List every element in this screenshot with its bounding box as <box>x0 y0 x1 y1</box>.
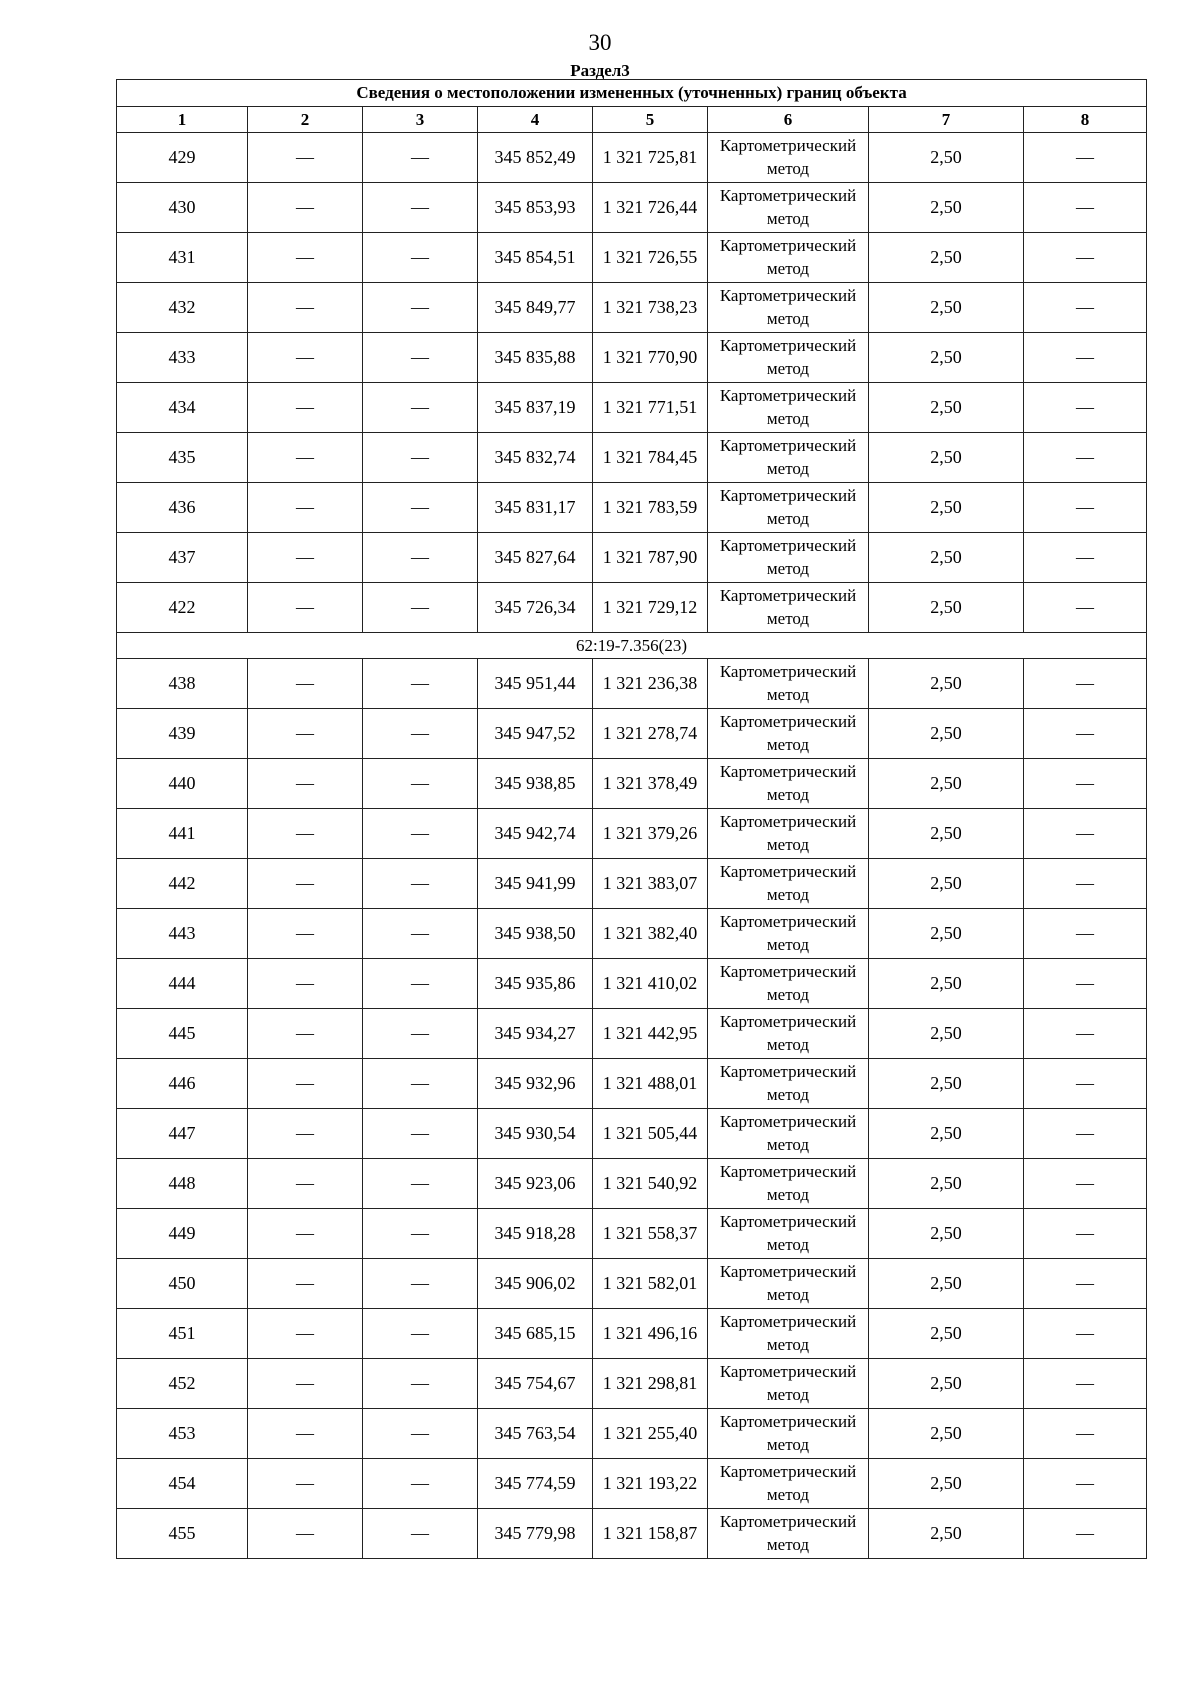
table-cell: 1 321 378,49 <box>593 759 708 809</box>
table-cell: Картометрический метод <box>708 1159 869 1209</box>
table-cell: 1 321 784,45 <box>593 433 708 483</box>
table-cell: — <box>363 959 478 1009</box>
table-cell: — <box>363 183 478 233</box>
table-cell: 2,50 <box>869 909 1024 959</box>
table-row <box>117 959 1147 1009</box>
table-cell: Картометрический метод <box>708 659 869 709</box>
table-cell: — <box>1024 1309 1147 1359</box>
table-cell: 345 935,86 <box>478 959 593 1009</box>
table-cell: — <box>248 233 363 283</box>
table-cell: Картометрический метод <box>708 1309 869 1359</box>
table-cell: 345 852,49 <box>478 133 593 183</box>
table-cell: 2,50 <box>869 809 1024 859</box>
table-cell: 2,50 <box>869 333 1024 383</box>
table-cell: 345 854,51 <box>478 233 593 283</box>
table-cell: 345 918,28 <box>478 1209 593 1259</box>
table-row <box>117 1059 1147 1109</box>
table-cell: — <box>363 1459 478 1509</box>
table-cell: 450 <box>117 1259 248 1309</box>
table-cell: — <box>363 809 478 859</box>
table-cell: — <box>248 1109 363 1159</box>
table-row <box>117 483 1147 533</box>
table-cell: 2,50 <box>869 233 1024 283</box>
table-cell: 345 763,54 <box>478 1409 593 1459</box>
table-cell: Картометрический метод <box>708 1409 869 1459</box>
table-cell: — <box>248 1209 363 1259</box>
table-cell: 2,50 <box>869 1059 1024 1109</box>
page-number: 30 <box>588 30 612 55</box>
table-cell: 2,50 <box>869 433 1024 483</box>
table-cell: — <box>1024 1159 1147 1209</box>
table-cell: 345 923,06 <box>478 1159 593 1209</box>
table-cell: — <box>363 909 478 959</box>
table-cell: 1 321 193,22 <box>593 1459 708 1509</box>
table-row <box>117 1109 1147 1159</box>
table-cell: — <box>363 283 478 333</box>
boundary-table <box>116 79 1147 1559</box>
table-cell: 345 779,98 <box>478 1509 593 1559</box>
table-cell: 2,50 <box>869 1209 1024 1259</box>
table-cell: — <box>1024 483 1147 533</box>
table-cell: — <box>1024 1509 1147 1559</box>
table-cell: 1 321 236,38 <box>593 659 708 709</box>
table-cell: — <box>1024 233 1147 283</box>
table-cell: — <box>363 1509 478 1559</box>
table-cell: — <box>248 859 363 909</box>
table-cell: — <box>1024 583 1147 633</box>
table-cell: Картометрический метод <box>708 1209 869 1259</box>
table-cell: 448 <box>117 1159 248 1209</box>
table-cell: — <box>1024 333 1147 383</box>
table-cell: 2,50 <box>869 533 1024 583</box>
column-header: 3 <box>363 107 478 133</box>
table-cell: 345 853,93 <box>478 183 593 233</box>
table-cell: — <box>248 183 363 233</box>
table-cell: — <box>1024 533 1147 583</box>
table-cell: — <box>363 383 478 433</box>
table-cell: 437 <box>117 533 248 583</box>
table-cell: 2,50 <box>869 1509 1024 1559</box>
table-row <box>117 133 1147 183</box>
table-cell: 1 321 771,51 <box>593 383 708 433</box>
table-row <box>117 909 1147 959</box>
table-cell: 2,50 <box>869 1459 1024 1509</box>
table-cell: 2,50 <box>869 1159 1024 1209</box>
table-cell: 2,50 <box>869 1109 1024 1159</box>
table-cell: — <box>1024 759 1147 809</box>
table-cell: 1 321 158,87 <box>593 1509 708 1559</box>
table-cell: — <box>1024 909 1147 959</box>
table-cell: 431 <box>117 233 248 283</box>
table-cell: — <box>363 333 478 383</box>
table-cell: 2,50 <box>869 859 1024 909</box>
table-cell: 449 <box>117 1209 248 1259</box>
table-cell: — <box>248 709 363 759</box>
table-row <box>117 1409 1147 1459</box>
table-cell: 441 <box>117 809 248 859</box>
table-cell: — <box>363 1209 478 1259</box>
table-cell: — <box>363 433 478 483</box>
table-cell: 345 835,88 <box>478 333 593 383</box>
table-cell: Картометрический метод <box>708 1359 869 1409</box>
table-cell: — <box>363 233 478 283</box>
table-cell: 453 <box>117 1409 248 1459</box>
table-cell: — <box>1024 1459 1147 1509</box>
table-cell: 1 321 582,01 <box>593 1259 708 1309</box>
table-cell: — <box>1024 809 1147 859</box>
table-cell: — <box>363 1059 478 1109</box>
table-cell: 1 321 726,44 <box>593 183 708 233</box>
table-cell: Картометрический метод <box>708 1259 869 1309</box>
column-header: 8 <box>1024 107 1147 133</box>
table-cell: — <box>248 909 363 959</box>
table-cell: — <box>248 333 363 383</box>
table-cell: 429 <box>117 133 248 183</box>
table-cell: Картометрический метод <box>708 1509 869 1559</box>
table-cell: — <box>248 959 363 1009</box>
table-cell: Картометрический метод <box>708 383 869 433</box>
table-cell: — <box>248 433 363 483</box>
table-cell: 345 930,54 <box>478 1109 593 1159</box>
table-cell: Картометрический метод <box>708 759 869 809</box>
group-label-row <box>117 633 1147 659</box>
table-cell: 2,50 <box>869 1359 1024 1409</box>
table-row <box>117 1309 1147 1359</box>
table-cell: 345 906,02 <box>478 1259 593 1309</box>
table-row <box>117 659 1147 709</box>
table-cell: 345 831,17 <box>478 483 593 533</box>
table-cell: 438 <box>117 659 248 709</box>
column-header: 5 <box>593 107 708 133</box>
table-cell: Картометрический метод <box>708 233 869 283</box>
table-cell: 2,50 <box>869 1409 1024 1459</box>
table-cell: 452 <box>117 1359 248 1409</box>
table-cell: 1 321 725,81 <box>593 133 708 183</box>
table-cell: Картометрический метод <box>708 483 869 533</box>
table-cell: Картометрический метод <box>708 1059 869 1109</box>
table-row <box>117 759 1147 809</box>
table-cell: 1 321 488,01 <box>593 1059 708 1109</box>
table-cell: Картометрический метод <box>708 809 869 859</box>
table-cell: 345 849,77 <box>478 283 593 333</box>
table-row <box>117 709 1147 759</box>
table-cell: 1 321 738,23 <box>593 283 708 333</box>
table-cell: Картометрический метод <box>708 909 869 959</box>
table-cell: — <box>248 1409 363 1459</box>
column-header: 7 <box>869 107 1024 133</box>
table-cell: Картометрический метод <box>708 433 869 483</box>
table-cell: 439 <box>117 709 248 759</box>
table-cell: 2,50 <box>869 759 1024 809</box>
table-cell: — <box>363 1359 478 1409</box>
table-cell: — <box>1024 133 1147 183</box>
table-cell: 1 321 383,07 <box>593 859 708 909</box>
table-row <box>117 859 1147 909</box>
table-cell: — <box>248 1259 363 1309</box>
table-cell: 2,50 <box>869 709 1024 759</box>
table-cell: 345 774,59 <box>478 1459 593 1509</box>
table-cell: 345 941,99 <box>478 859 593 909</box>
table-cell: 2,50 <box>869 659 1024 709</box>
table-cell: Картометрический метод <box>708 1459 869 1509</box>
table-cell: — <box>1024 1109 1147 1159</box>
table-cell: 1 321 298,81 <box>593 1359 708 1409</box>
table-cell: — <box>248 533 363 583</box>
table-cell: Картометрический метод <box>708 959 869 1009</box>
table-cell: 432 <box>117 283 248 333</box>
table-cell: Картометрический метод <box>708 1109 869 1159</box>
table-cell: 345 938,50 <box>478 909 593 959</box>
table-cell: — <box>248 283 363 333</box>
table-cell: 2,50 <box>869 483 1024 533</box>
table-cell: 1 321 255,40 <box>593 1409 708 1459</box>
table-cell: — <box>363 1009 478 1059</box>
table-cell: — <box>363 533 478 583</box>
table-cell: — <box>1024 433 1147 483</box>
table-cell: — <box>363 759 478 809</box>
table-cell: Картометрический метод <box>708 133 869 183</box>
table-cell: 2,50 <box>869 383 1024 433</box>
table-row <box>117 809 1147 859</box>
table-cell: — <box>248 583 363 633</box>
table-cell: 445 <box>117 1009 248 1059</box>
table-cell: 345 942,74 <box>478 809 593 859</box>
table-cell: 1 321 442,95 <box>593 1009 708 1059</box>
table-row <box>117 1459 1147 1509</box>
table-cell: 1 321 540,92 <box>593 1159 708 1209</box>
table-cell: — <box>248 809 363 859</box>
table-cell: 1 321 382,40 <box>593 909 708 959</box>
table-cell: — <box>248 483 363 533</box>
column-header-row <box>117 107 1147 133</box>
table-cell: — <box>1024 1209 1147 1259</box>
table-cell: 345 832,74 <box>478 433 593 483</box>
table-cell: 1 321 558,37 <box>593 1209 708 1259</box>
table-cell: 443 <box>117 909 248 959</box>
table-cell: — <box>248 1459 363 1509</box>
table-row <box>117 1209 1147 1259</box>
table-cell: 447 <box>117 1109 248 1159</box>
table-cell: 422 <box>117 583 248 633</box>
table-cell: — <box>248 1009 363 1059</box>
column-header: 6 <box>708 107 869 133</box>
table-row <box>117 1009 1147 1059</box>
table-row <box>117 283 1147 333</box>
table-cell: — <box>248 659 363 709</box>
table-cell: — <box>248 1059 363 1109</box>
table-cell: — <box>1024 659 1147 709</box>
table-cell: — <box>363 1409 478 1459</box>
table-cell: 451 <box>117 1309 248 1359</box>
table-cell: — <box>248 383 363 433</box>
table-row <box>117 583 1147 633</box>
table-cell: 345 827,64 <box>478 533 593 583</box>
table-cell: — <box>363 709 478 759</box>
table-cell: Картометрический метод <box>708 183 869 233</box>
table-row <box>117 383 1147 433</box>
table-cell: — <box>363 133 478 183</box>
section-title: Раздел3 <box>570 61 630 80</box>
table-cell: 1 321 505,44 <box>593 1109 708 1159</box>
table-cell: 2,50 <box>869 1309 1024 1359</box>
table-row <box>117 183 1147 233</box>
table-row <box>117 533 1147 583</box>
table-cell: — <box>363 1259 478 1309</box>
table-cell: 455 <box>117 1509 248 1559</box>
table-cell: — <box>248 133 363 183</box>
group-label: 62:19-7.356(23) <box>117 633 1147 659</box>
table-cell: Картометрический метод <box>708 859 869 909</box>
column-header: 1 <box>117 107 248 133</box>
table-row <box>117 233 1147 283</box>
table-cell: — <box>363 859 478 909</box>
table-cell: 2,50 <box>869 133 1024 183</box>
table-body <box>117 133 1147 1559</box>
table-cell: Картометрический метод <box>708 533 869 583</box>
table-cell: — <box>248 1359 363 1409</box>
table-row <box>117 333 1147 383</box>
table-cell: — <box>363 583 478 633</box>
table-cell: — <box>1024 283 1147 333</box>
table-cell: 2,50 <box>869 1009 1024 1059</box>
table-cell: — <box>248 1309 363 1359</box>
table-row <box>117 1259 1147 1309</box>
table-cell: — <box>1024 183 1147 233</box>
table-cell: — <box>363 1309 478 1359</box>
table-cell: 2,50 <box>869 1259 1024 1309</box>
table-cell: — <box>248 759 363 809</box>
table-cell: — <box>1024 1059 1147 1109</box>
table-cell: — <box>1024 383 1147 433</box>
table-cell: 1 321 783,59 <box>593 483 708 533</box>
table-cell: 1 321 729,12 <box>593 583 708 633</box>
table-cell: 1 321 770,90 <box>593 333 708 383</box>
table-cell: Картометрический метод <box>708 333 869 383</box>
table-cell: 345 938,85 <box>478 759 593 809</box>
table-cell: — <box>1024 1409 1147 1459</box>
table-cell: — <box>248 1159 363 1209</box>
table-cell: — <box>1024 1009 1147 1059</box>
table-cell: 444 <box>117 959 248 1009</box>
table-cell: 440 <box>117 759 248 809</box>
table-cell: 1 321 496,16 <box>593 1309 708 1359</box>
table-cell: 1 321 379,26 <box>593 809 708 859</box>
table-cell: 2,50 <box>869 959 1024 1009</box>
table-cell: — <box>363 483 478 533</box>
table-cell: 433 <box>117 333 248 383</box>
table-cell: — <box>1024 709 1147 759</box>
table-cell: 442 <box>117 859 248 909</box>
table-cell: 345 685,15 <box>478 1309 593 1359</box>
table-cell: 1 321 410,02 <box>593 959 708 1009</box>
table-row <box>117 433 1147 483</box>
table-cell: — <box>248 1509 363 1559</box>
table-cell: 1 321 278,74 <box>593 709 708 759</box>
table-cell: 2,50 <box>869 583 1024 633</box>
table-cell: Картометрический метод <box>708 583 869 633</box>
table-cell: 435 <box>117 433 248 483</box>
table-cell: 1 321 726,55 <box>593 233 708 283</box>
table-cell: 345 754,67 <box>478 1359 593 1409</box>
table-cell: — <box>1024 1259 1147 1309</box>
table-cell: Картометрический метод <box>708 283 869 333</box>
table-cell: 2,50 <box>869 283 1024 333</box>
table-cell: 446 <box>117 1059 248 1109</box>
table-cell: 345 837,19 <box>478 383 593 433</box>
table-cell: 345 726,34 <box>478 583 593 633</box>
table-cell: — <box>1024 859 1147 909</box>
table-cell: 436 <box>117 483 248 533</box>
table-cell: 454 <box>117 1459 248 1509</box>
table-cell: Картометрический метод <box>708 709 869 759</box>
table-cell: 345 947,52 <box>478 709 593 759</box>
column-header: 2 <box>248 107 363 133</box>
table-cell: — <box>1024 1359 1147 1409</box>
column-header: 4 <box>478 107 593 133</box>
table-row <box>117 1509 1147 1559</box>
table-cell: 1 321 787,90 <box>593 533 708 583</box>
table-cell: — <box>363 659 478 709</box>
table-cell: 2,50 <box>869 183 1024 233</box>
table-cell: 345 932,96 <box>478 1059 593 1109</box>
table-cell: — <box>1024 959 1147 1009</box>
table-cell: 345 934,27 <box>478 1009 593 1059</box>
table-row <box>117 1159 1147 1209</box>
table-cell: — <box>363 1159 478 1209</box>
table-row <box>117 1359 1147 1409</box>
table-cell: — <box>363 1109 478 1159</box>
table-cell: Картометрический метод <box>708 1009 869 1059</box>
table-caption-row <box>117 80 1147 107</box>
table-caption: Сведения о местоположении измененных (уточненных) границ объекта <box>117 80 1147 107</box>
table-cell: 434 <box>117 383 248 433</box>
table-cell: 345 951,44 <box>478 659 593 709</box>
table-cell: 430 <box>117 183 248 233</box>
